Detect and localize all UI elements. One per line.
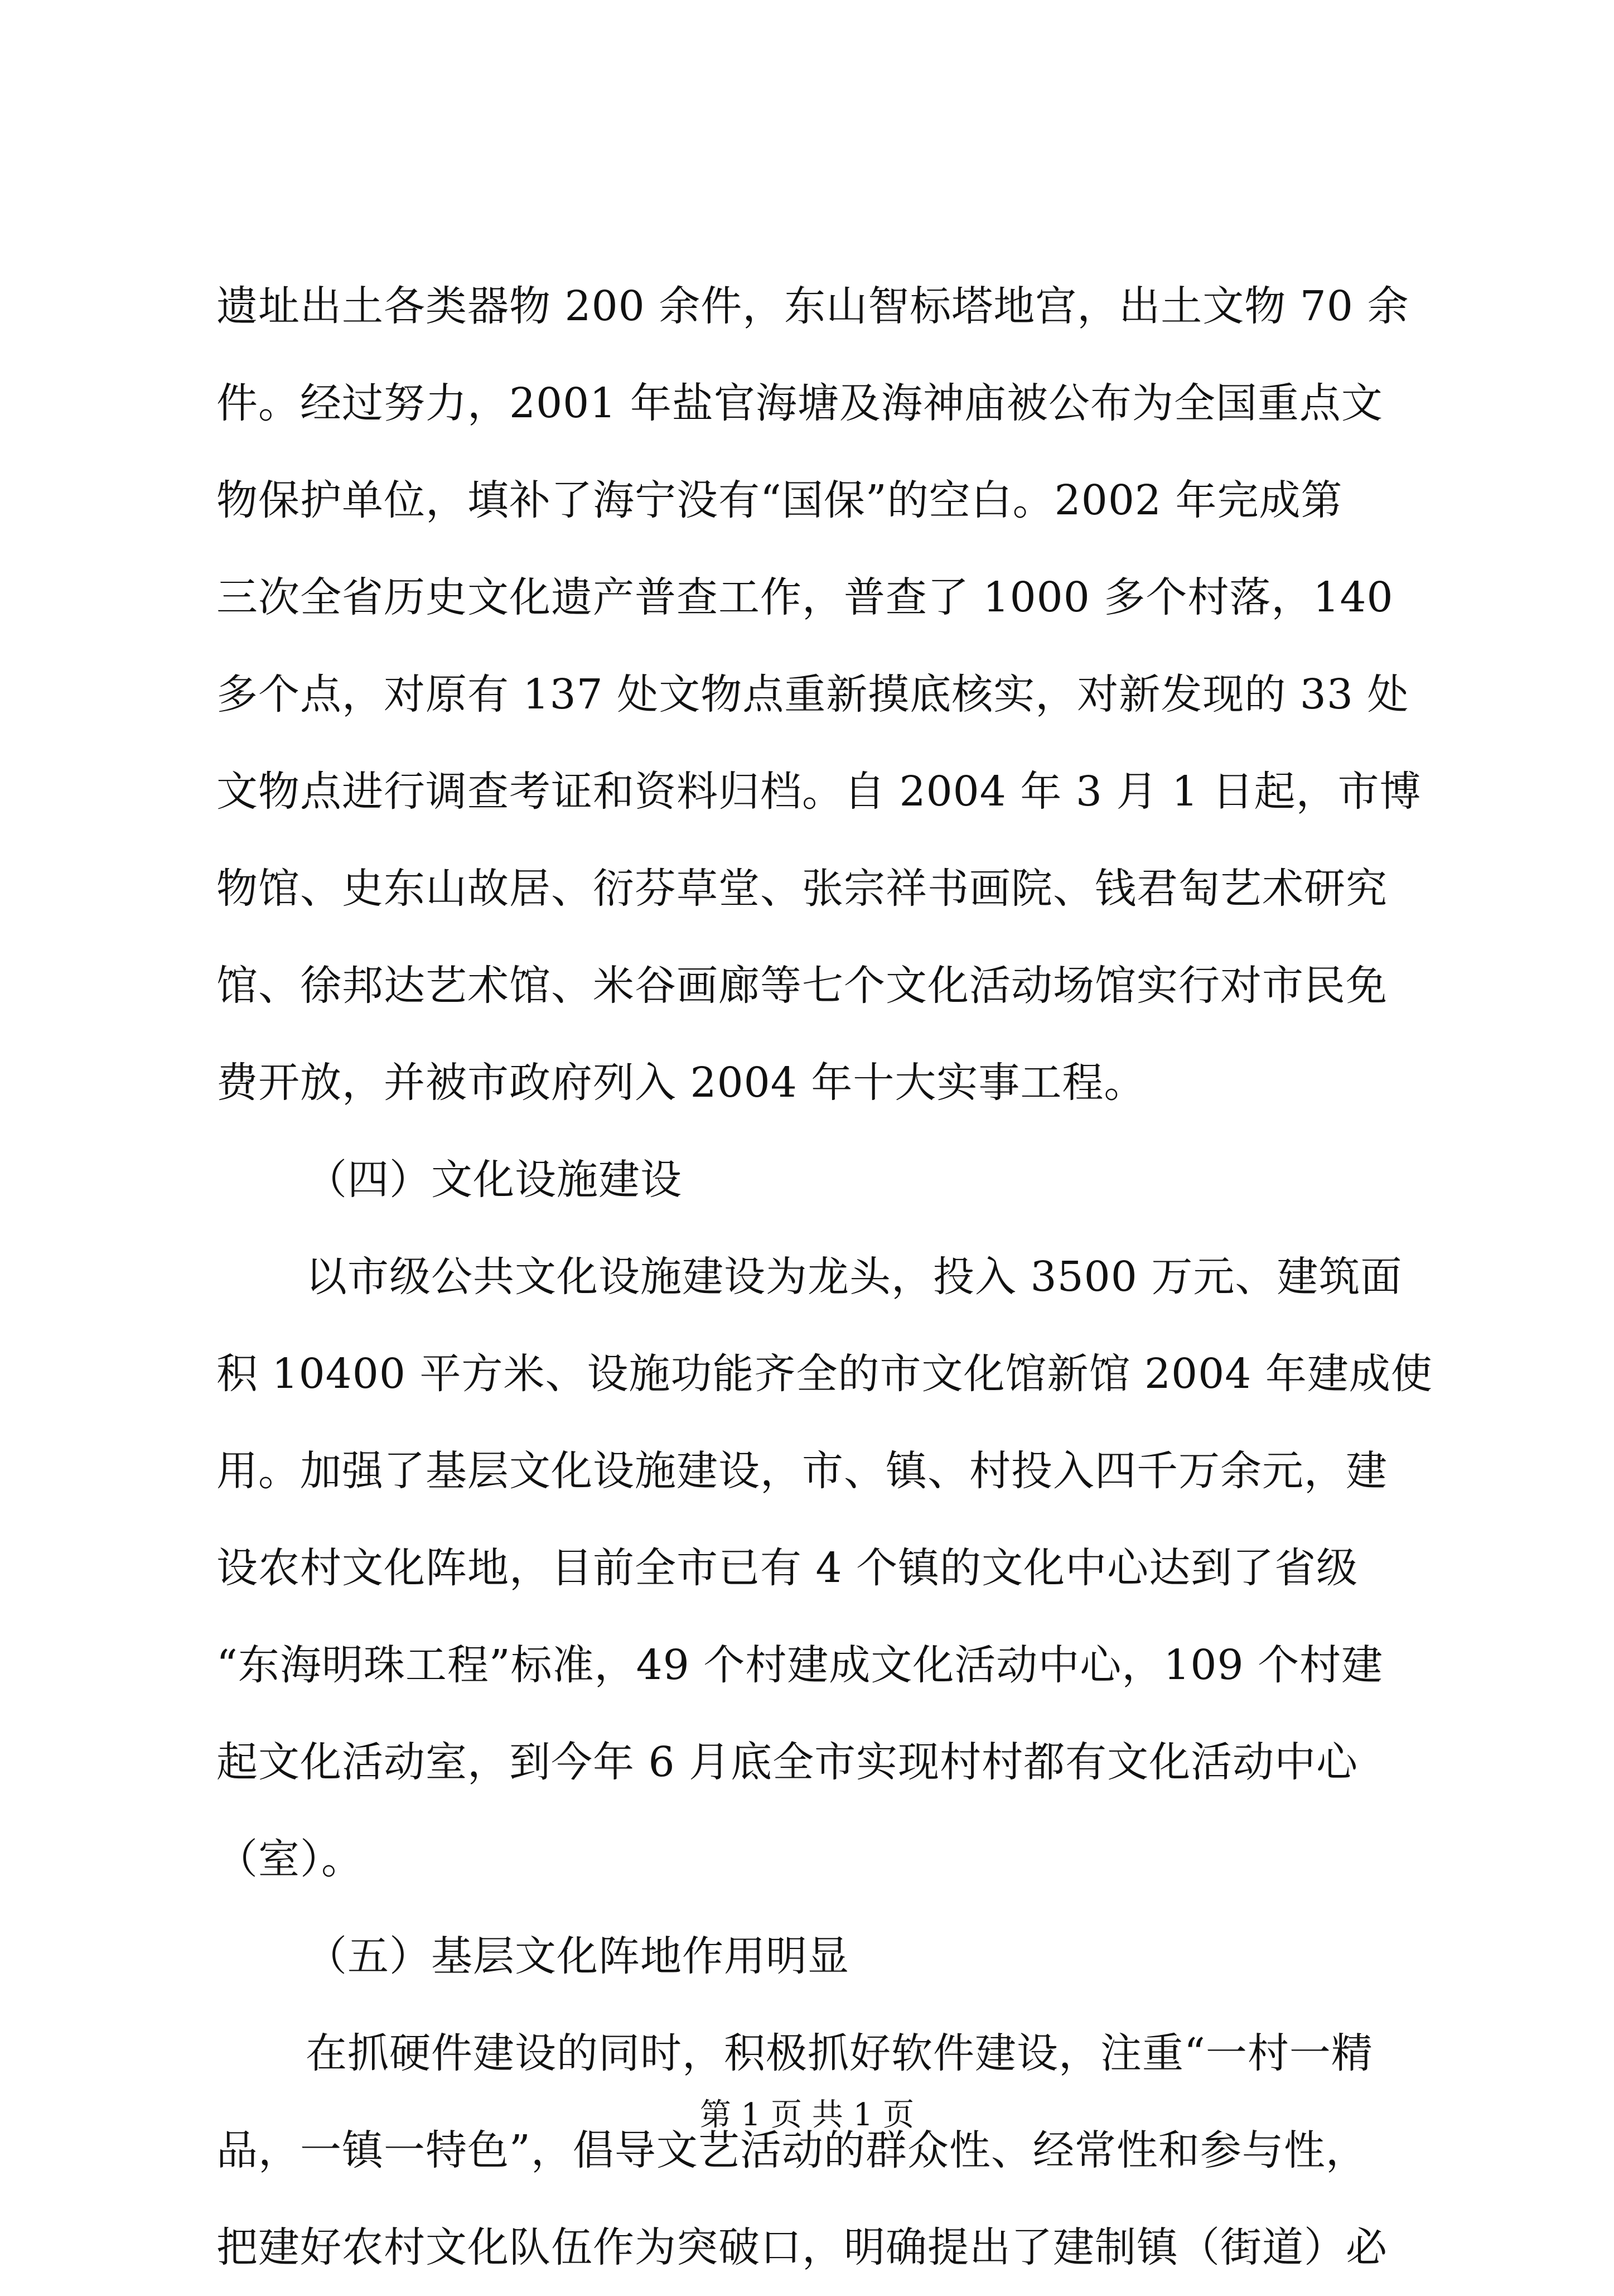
paragraph-line: 物保护单位，填补了海宁没有“国保”的空白。2002 年完成第 bbox=[216, 476, 1343, 524]
paragraph-line: 积 10400 平方米、设施功能齐全的市文化馆新馆 2004 年建成使 bbox=[216, 1350, 1433, 1398]
paragraph-line: 品，一镇一特色”，倡导文艺活动的群众性、经常性和参与性， bbox=[216, 2126, 1367, 2174]
paragraph-line: 文物点进行调查考证和资料归档。自 2004 年 3 月 1 日起，市博 bbox=[216, 768, 1422, 816]
paragraph-line: 以市级公共文化设施建设为龙头，投入 3500 万元、建筑面 bbox=[306, 1253, 1403, 1301]
paragraph-line: 起文化活动室，到今年 6 月底全市实现村村都有文化活动中心 bbox=[216, 1738, 1359, 1786]
paragraph-line: 用。加强了基层文化设施建设，市、镇、村投入四千万余元，建 bbox=[216, 1447, 1388, 1495]
paragraph-line: 在抓硬件建设的同时，积极抓好软件建设，注重“一村一精 bbox=[306, 2029, 1373, 2077]
paragraph-line: 设农村文化阵地，目前全市已有 4 个镇的文化中心达到了省级 bbox=[216, 1544, 1359, 1592]
page-number-label: 第 1 页 共 1 页 bbox=[699, 2097, 915, 2133]
paragraph-line: 件。经过努力，2001 年盐官海塘及海神庙被公布为全国重点文 bbox=[216, 379, 1383, 427]
paragraph-line: “东海明珠工程”标准，49 个村建成文化活动中心，109 个村建 bbox=[216, 1641, 1384, 1689]
page-footer bbox=[0, 2093, 1614, 2138]
section-heading: （四）文化设施建设 bbox=[306, 1156, 682, 1204]
paragraph-line: 费开放，并被市政府列入 2004 年十大实事工程。 bbox=[216, 1059, 1146, 1107]
paragraph-line: 馆、徐邦达艺术馆、米谷画廊等七个文化活动场馆实行对市民免 bbox=[216, 962, 1388, 1010]
paragraph-line: 多个点，对原有 137 处文物点重新摸底核实，对新发现的 33 处 bbox=[216, 671, 1409, 718]
paragraph-line: 把建好农村文化队伍作为突破口，明确提出了建制镇（街道）必 bbox=[216, 2223, 1388, 2271]
paragraph-line: 遗址出土各类器物 200 余件，东山智标塔地宫，出土文物 70 余 bbox=[216, 282, 1409, 330]
document-body bbox=[216, 258, 1433, 2296]
paragraph-line: 三次全省历史文化遗产普查工作，普查了 1000 多个村落，140 bbox=[216, 573, 1394, 621]
paragraph-line: 物馆、史东山故居、衍芬草堂、张宗祥书画院、钱君匋艺术研究 bbox=[216, 865, 1388, 913]
paragraph-line: （室）。 bbox=[216, 1835, 363, 1883]
section-heading: （五）基层文化阵地作用明显 bbox=[306, 1932, 849, 1980]
